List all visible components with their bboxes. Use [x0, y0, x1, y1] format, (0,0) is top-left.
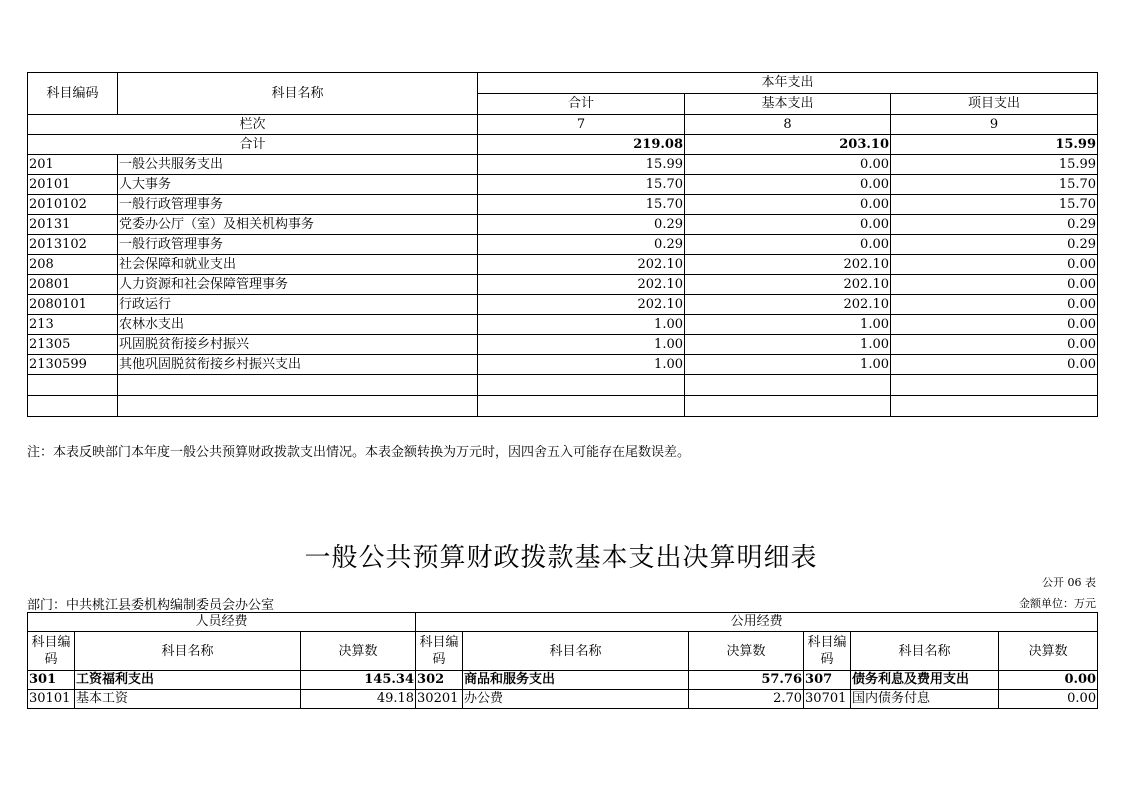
row-total: 15.99	[478, 155, 685, 175]
row-name: 办公费	[463, 690, 689, 709]
table-row	[28, 255, 1098, 275]
row-name: 国内债务付息	[851, 690, 999, 709]
row-basic: 1.00	[685, 355, 891, 375]
header-code: 科目编码	[28, 73, 118, 115]
table-row	[28, 195, 1098, 215]
row-code: 20131	[28, 215, 118, 235]
header-amount: 决算数	[999, 632, 1098, 671]
row-amount: 57.76	[689, 671, 804, 690]
row-basic: 202.10	[685, 255, 891, 275]
row-basic: 1.00	[685, 335, 891, 355]
row-total: 0.29	[478, 215, 685, 235]
row-basic: 0.00	[685, 215, 891, 235]
table-row	[28, 355, 1098, 375]
row-name: 其他巩固脱贫衔接乡村振兴支出	[118, 355, 478, 375]
header-name: 科目名称	[851, 632, 999, 671]
header-name: 科目名称	[75, 632, 301, 671]
row-amount: 0.00	[999, 690, 1098, 709]
row-total: 1.00	[478, 315, 685, 335]
column-number-total: 7	[478, 115, 685, 135]
row-amount: 49.18	[301, 690, 416, 709]
row-code: 20101	[28, 175, 118, 195]
row-name: 工资福利支出	[75, 671, 301, 690]
row-code: 307	[804, 671, 851, 690]
row-total: 202.10	[478, 255, 685, 275]
row-basic: 202.10	[685, 295, 891, 315]
sum-basic: 203.10	[685, 135, 891, 155]
table-row	[28, 690, 1098, 709]
row-code: 2010102	[28, 195, 118, 215]
row-basic: 0.00	[685, 155, 891, 175]
row-total: 15.70	[478, 175, 685, 195]
header-name: 科目名称	[463, 632, 689, 671]
expenditure-table	[27, 72, 1098, 417]
row-code: 213	[28, 315, 118, 335]
row-basic: 202.10	[685, 275, 891, 295]
header-code: 科目编码	[804, 632, 851, 671]
row-code: 30201	[416, 690, 463, 709]
basic-expenditure-detail-table	[27, 612, 1098, 709]
row-name: 人大事务	[118, 175, 478, 195]
row-code: 302	[416, 671, 463, 690]
header-amount: 决算数	[689, 632, 804, 671]
header-basic: 基本支出	[685, 94, 891, 115]
row-name: 商品和服务支出	[463, 671, 689, 690]
table-row	[28, 295, 1098, 315]
row-project: 15.70	[891, 195, 1098, 215]
row-code: 2130599	[28, 355, 118, 375]
row-project: 0.00	[891, 335, 1098, 355]
row-amount: 0.00	[999, 671, 1098, 690]
row-amount: 2.70	[689, 690, 804, 709]
table-row	[28, 175, 1098, 195]
row-name: 巩固脱贫衔接乡村振兴	[118, 335, 478, 355]
row-name: 社会保障和就业支出	[118, 255, 478, 275]
table-row	[28, 315, 1098, 335]
row-project: 0.00	[891, 275, 1098, 295]
sum-total: 219.08	[478, 135, 685, 155]
column-number-project: 9	[891, 115, 1098, 135]
row-total: 0.29	[478, 235, 685, 255]
row-project: 15.70	[891, 175, 1098, 195]
sum-row	[28, 135, 1098, 155]
row-name: 债务利息及费用支出	[851, 671, 999, 690]
row-code: 20801	[28, 275, 118, 295]
table-note: 注：本表反映部门本年度一般公共预算财政拨款支出情况。本表金额转换为万元时，因四舍五入可能存在尾数误差。	[27, 445, 691, 460]
header-amount: 决算数	[301, 632, 416, 671]
row-name: 行政运行	[118, 295, 478, 315]
row-basic: 1.00	[685, 315, 891, 335]
header-year-expenditure: 本年支出	[478, 73, 1098, 94]
row-project: 0.29	[891, 235, 1098, 255]
row-code: 21305	[28, 335, 118, 355]
header-total: 合计	[478, 94, 685, 115]
group-public: 公用经费	[416, 613, 1098, 632]
row-name: 农林水支出	[118, 315, 478, 335]
row-code: 30101	[28, 690, 75, 709]
row-total: 1.00	[478, 335, 685, 355]
row-basic: 0.00	[685, 235, 891, 255]
row-amount: 145.34	[301, 671, 416, 690]
row-project: 0.29	[891, 215, 1098, 235]
table-row	[28, 335, 1098, 355]
row-project: 0.00	[891, 295, 1098, 315]
row-name: 一般公共服务支出	[118, 155, 478, 175]
group-personnel: 人员经费	[28, 613, 416, 632]
row-total: 1.00	[478, 355, 685, 375]
sum-project: 15.99	[891, 135, 1098, 155]
row-project: 0.00	[891, 255, 1098, 275]
row-code: 30701	[804, 690, 851, 709]
table-row	[28, 155, 1098, 175]
header-name: 科目名称	[118, 73, 478, 115]
section-title: 一般公共预算财政拨款基本支出决算明细表	[304, 543, 818, 573]
blank-row	[28, 375, 1098, 396]
row-total: 202.10	[478, 275, 685, 295]
row-name: 党委办公厅（室）及相关机构事务	[118, 215, 478, 235]
table-row	[28, 215, 1098, 235]
amount-unit: 金额单位：万元	[1019, 597, 1096, 610]
row-code: 2013102	[28, 235, 118, 255]
table-row	[28, 275, 1098, 295]
row-project: 0.00	[891, 355, 1098, 375]
department-label: 部门：中共桃江县委机构编制委员会办公室	[27, 598, 275, 613]
row-basic: 0.00	[685, 175, 891, 195]
row-name: 一般行政管理事务	[118, 235, 478, 255]
row-project: 15.99	[891, 155, 1098, 175]
blank-row	[28, 396, 1098, 417]
column-number-label: 栏次	[28, 115, 478, 135]
header-code: 科目编码	[28, 632, 75, 671]
row-name: 人力资源和社会保障管理事务	[118, 275, 478, 295]
row-basic: 0.00	[685, 195, 891, 215]
table-row	[28, 235, 1098, 255]
header-project: 项目支出	[891, 94, 1098, 115]
row-project: 0.00	[891, 315, 1098, 335]
form-code: 公开 06 表	[1042, 576, 1096, 589]
row-total: 15.70	[478, 195, 685, 215]
row-total: 202.10	[478, 295, 685, 315]
row-code: 201	[28, 155, 118, 175]
row-name: 基本工资	[75, 690, 301, 709]
row-code: 2080101	[28, 295, 118, 315]
row-code: 301	[28, 671, 75, 690]
row-name: 一般行政管理事务	[118, 195, 478, 215]
header-code: 科目编码	[416, 632, 463, 671]
sum-label: 合计	[28, 135, 478, 155]
column-number-basic: 8	[685, 115, 891, 135]
row-code: 208	[28, 255, 118, 275]
table-row	[28, 671, 1098, 690]
